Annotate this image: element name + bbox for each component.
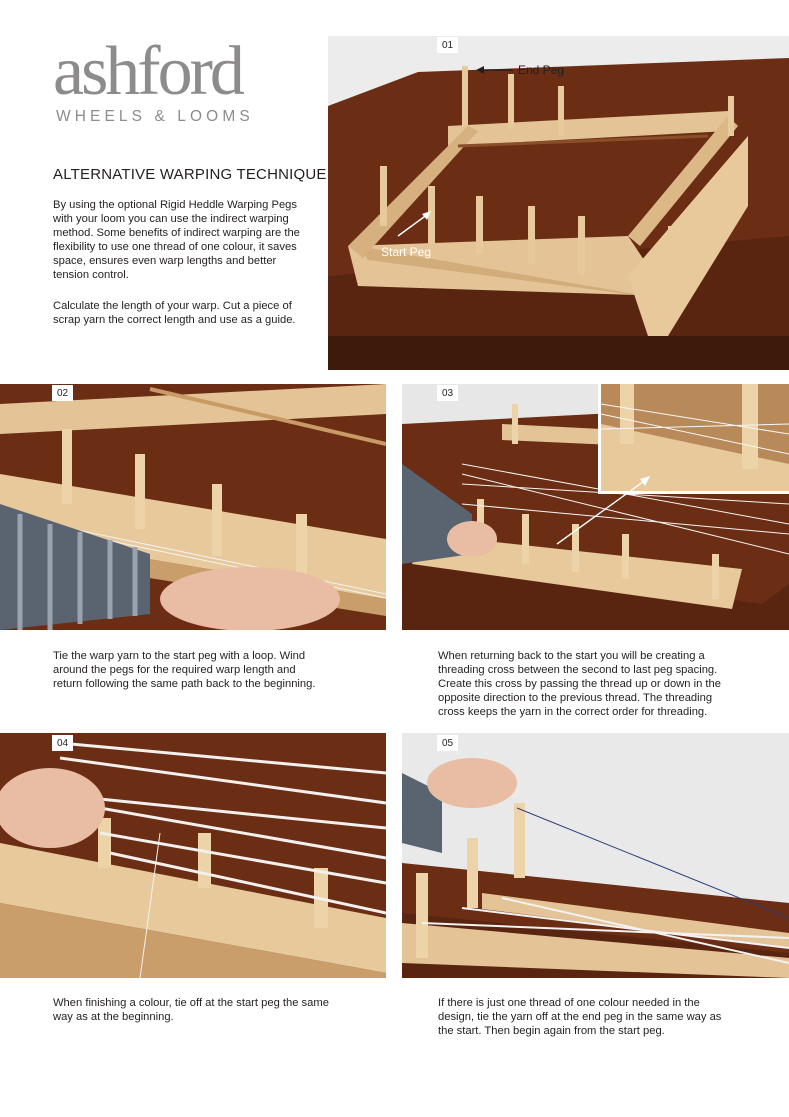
intro-paragraph: By using the optional Rigid Heddle Warping Pegs with your loom you can use the indirect warping method. Some benefits of indirect warping are the flexibility to use one thread of one colour, it saves space, ensures even warp lengths and better tension control. (53, 199, 300, 282)
svg-text:ashford: ashford (53, 33, 242, 102)
photo-step-04 (0, 733, 386, 978)
end-peg-label: End Peg (518, 63, 565, 77)
photo-step-03 (402, 384, 789, 630)
photo-step-05 (402, 733, 789, 978)
step-number: 04 (52, 735, 73, 751)
intro-paragraph-2: Calculate the length of your warp. Cut a piece of scrap yarn the correct length and use as a guide. (53, 300, 296, 327)
ashford-logo (53, 28, 253, 102)
logo-tagline: WHEELS & LOOMS (56, 108, 254, 125)
step-03-text: When returning back to the start you will be creating a threading cross between the second to last peg spacing. Create this cross by passing the thread up or down in the opposite direction to the previous thread. The threading cross keeps the yarn in the correct order for threading. (438, 650, 721, 719)
photo-step-02 (0, 384, 386, 630)
step-number: 05 (437, 735, 458, 751)
step-05-text: If there is just one thread of one colour needed in the design, tie the yarn off at the end peg in the same way as the start. Then begin again from the start peg. (438, 997, 722, 1038)
step-number: 02 (52, 385, 73, 401)
start-peg-label: Start Peg (381, 245, 432, 259)
photo-step-01 (328, 36, 789, 370)
step-number: 03 (437, 385, 458, 401)
step-04-text: When finishing a colour, tie off at the start peg the same way as at the beginning. (53, 997, 329, 1024)
page-title: ALTERNATIVE WARPING TECHNIQUE (53, 166, 327, 183)
step-number: 01 (437, 37, 458, 53)
step-02-text: Tie the warp yarn to the start peg with a loop. Wind around the pegs for the required warp length and return following the same path back to the beginning. (53, 650, 316, 691)
